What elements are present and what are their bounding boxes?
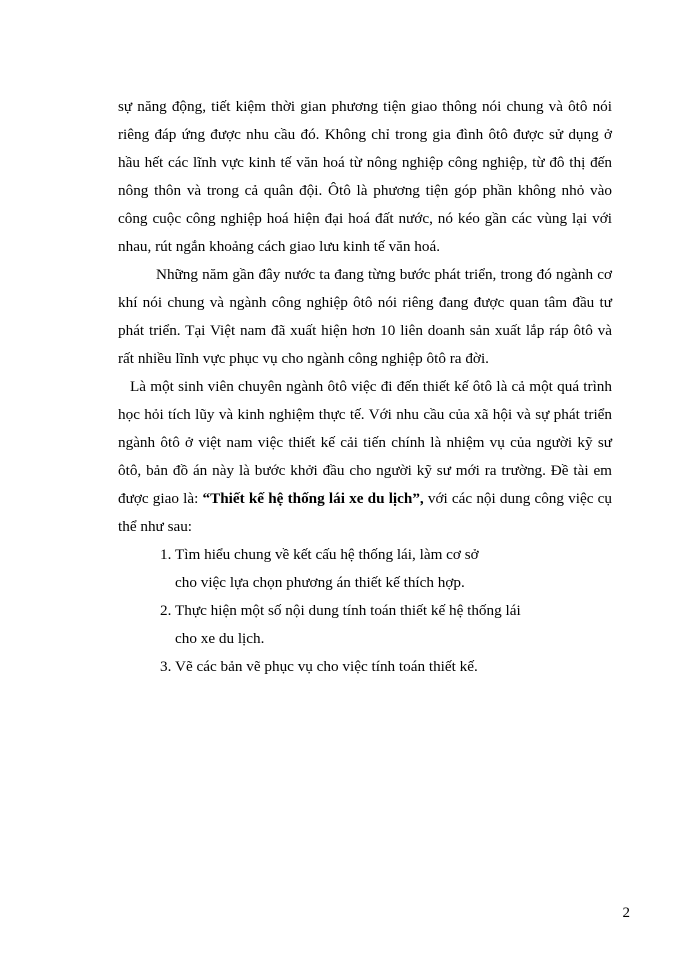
task-item [118,597,612,653]
task-text: Thực hiện một số nội dung tính toán thiết kế hệ thống lái [175,602,521,619]
task-list [118,541,612,681]
paragraph-industry-development: Những năm gần đây nước ta đang từng bước phát triển, trong đó ngành cơ khí nói chung và ngành công nghiệp ôtô nói riêng đang được quan tâm đầu tư phát triển. Tại Việt nam đã xuất hiện hơn 10 liên doanh sản xuất lắp ráp ôtô và rất nhiều lĩnh vực phục vụ cho ngành công nghiệp ôtô ra đời. [118,266,612,367]
task-number: 2. [160,602,172,619]
project-intro-text: Là một sinh viên chuyên ngành ôtô việc đi đến thiết kế ôtô là cả một quá trình học hỏi tích lũy và kinh nghiệm thực tế. Với nhu cầu của xã hội và sự phát triển ngành ôtô ở việt nam việc thiết kế cải tiến chính là nhiệm vụ của người kỹ sư ôtô, bản đồ án này là bước khởi đầu cho người kỹ sư mới ra trường. Đề tài em được giao là: [118,378,612,507]
paragraph-automobile-role: sự năng động, tiết kiệm thời gian phương tiện giao thông nói chung và ôtô nói riêng đáp ứng được nhu cầu đó. Không chỉ trong gia đình ôtô được sử dụng ở hầu hết các lĩnh vực kinh tế văn hoá từ nông nghiệp công nghiệp, từ đô thị đến nông thôn và trong cả quân đội. Ôtô là phương tiện góp phần không nhỏ vào công cuộc công nghiệp hoá hiện đại hoá đất nước, nó kéo gần các vùng lại với nhau, rút ngắn khoảng cách giao lưu kinh tế văn hoá. [118,98,612,255]
task-text: Tìm hiểu chung về kết cấu hệ thống lái, làm cơ sở [175,546,479,563]
task-item [118,541,612,597]
page-number: 2 [622,905,630,921]
project-title: “Thiết kế hệ thống lái xe du lịch”, [202,490,424,507]
paragraph-project-intro [118,373,612,541]
document-body [118,93,612,681]
task-text-continuation: cho xe du lịch. [175,630,265,647]
task-text-continuation: cho việc lựa chọn phương án thiết kế thích hợp. [175,574,465,591]
task-text: Vẽ các bản vẽ phục vụ cho việc tính toán thiết kế. [175,658,478,675]
task-item [118,653,612,681]
task-number: 3. [160,658,172,675]
project-intro-continuation: với các nội dung công việc cụ thể như sau: [118,490,612,535]
task-number: 1. [160,546,172,563]
